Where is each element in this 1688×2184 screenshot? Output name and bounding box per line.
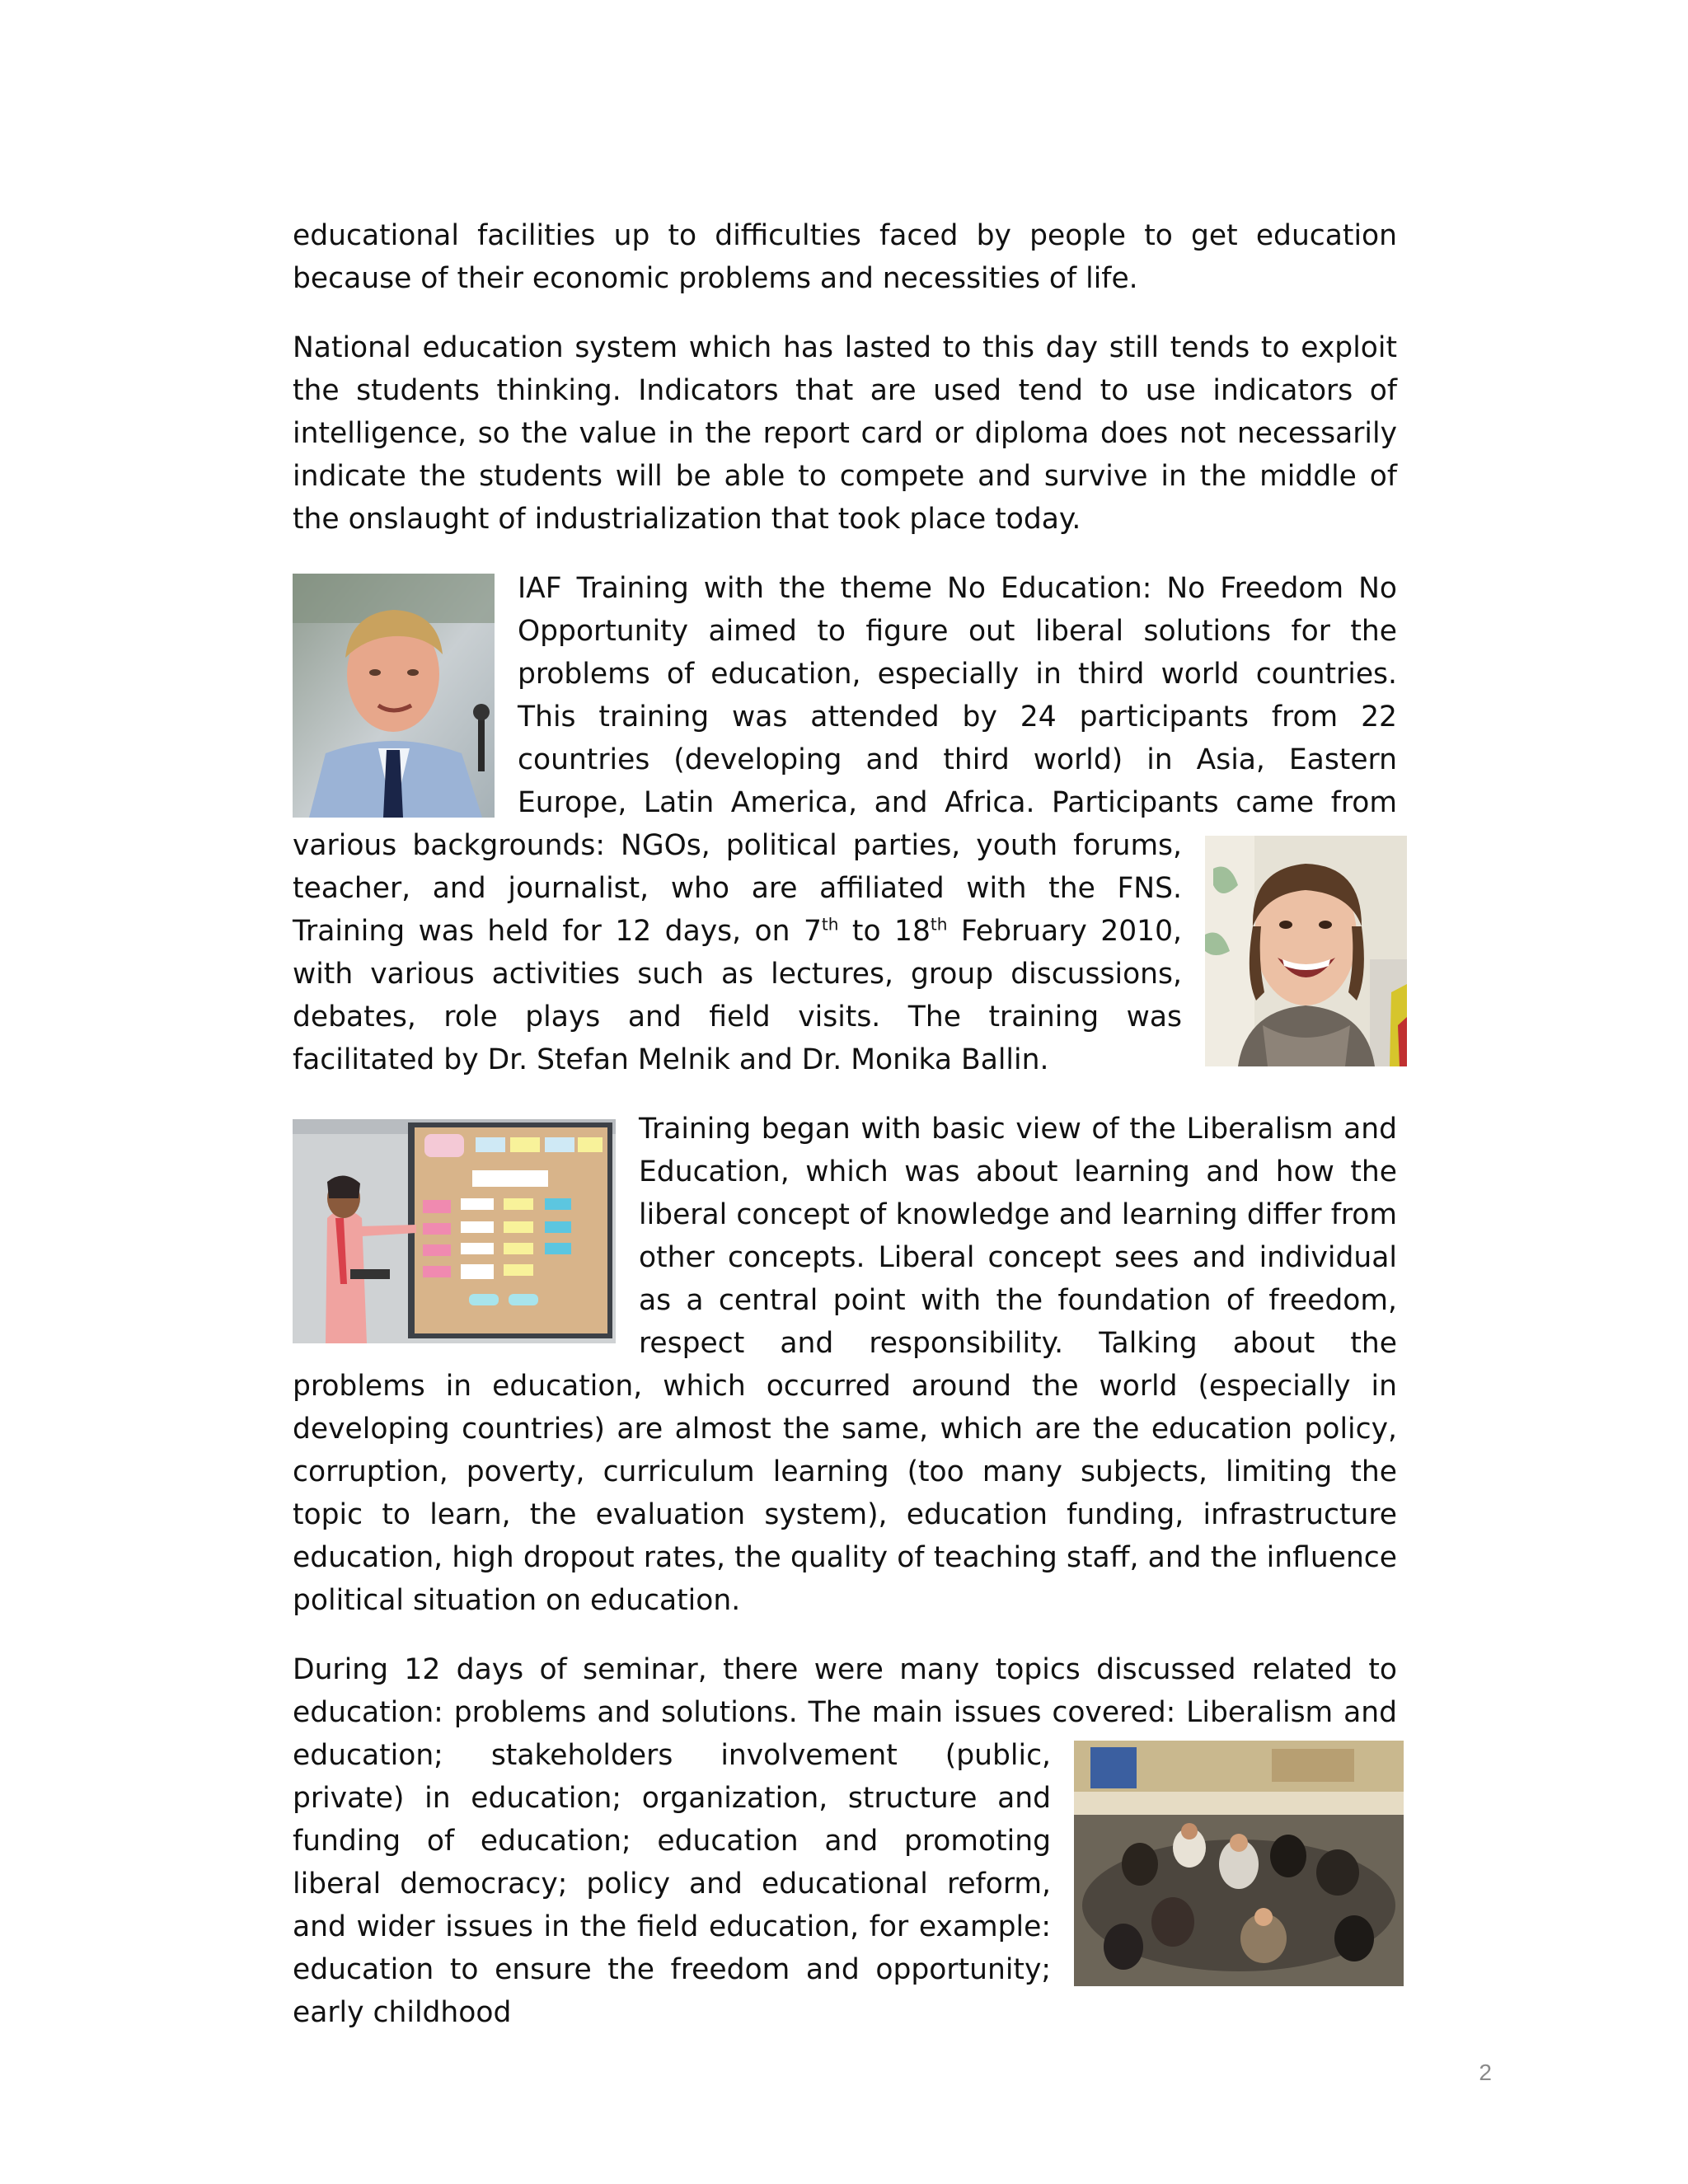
paragraph-3 [293,567,1397,1081]
smiling-woman-image [1205,836,1407,1066]
page-number: 2 [1479,2060,1492,2085]
paragraph-5-text-2: education; stakeholders involvement (public, private) in education; organization, structure and funding of education; education and promoting liberal democracy; policy and educational reform, and wider issues in the field education, for example: education to ensure the freedom and opportunity; early childhood [293,1739,1051,2029]
group-discussion-photo [1074,1741,1404,1986]
paragraph-3-text-2: to 18 [838,915,931,948]
paragraph-3-text-3: February 2010, with various activities such as lectures, group discussions, debates, role plays and field visits. The training was facilitated by Dr. Stefan Melnik and Dr. Monika Ballin. [293,915,1183,1076]
paragraph-4 [293,1108,1397,1622]
speaker-man-photo [293,574,495,818]
date-superscript-2: th [930,914,948,935]
paragraph-2: National education system which has lasted to this day still tends to exploit the students thinking. Indicators that are used tend to use indicators of intelligence, so the value in the report card or diploma does not necessarily indicate the students will be able to compete and survive in the middle of the onslaught of industrialization that took place today. [293,331,1397,536]
paragraph-3-text-a: IAF Training with the theme No Education: No Freedom No Opportunity aimed to figure out liberal solutions for the problems of education, especially in third world countries. This training was attended by 24 participants from 22 countries (developing and third world) in Asia, Eastern Europe, Latin America, and Africa. Participants came from various [293,572,1397,862]
paragraph-5-text: During 12 days of seminar, there were many topics discussed related to education: problems and solutions. The main issues covered: Liberalism and [293,1653,1397,1729]
presenter-board-photo [293,1119,616,1343]
document-body [293,214,1397,2060]
paragraph-4-text: Training began with basic view of the Liberalism and Education, which was about learning and how the liberal concept of knowledge and learning differ from other concepts. Liberal concept sees and individual as a central point with the foundation of freedom, respect and responsibility. Talking about the problems in education, which occurred around the world (especially in developing countries) are almost the same, which are the education policy, corruption, poverty, curriculum learning (too many subjects, limiting the topic to learn, the evaluation system), education funding, infrastructure education, high dropout rates, the quality of teaching staff, and the influence political situation on education. [293,1113,1397,1617]
paragraph-1: educational facilities up to difficulties faced by people to get education because of their economic problems and necessities of life. [293,219,1397,295]
smiling-woman-photo [1205,836,1407,1066]
date-superscript-1: th [821,914,839,935]
paragraph-5 [293,1648,1397,2034]
speaker-man-image [293,574,495,818]
presenter-board-image [293,1119,616,1343]
group-discussion-image [1074,1741,1404,1986]
paragraph-3-text-b: backgrounds: NGOs, political parties, youth forums, teacher, and journalist, who are affiliated with the FNS. Training was held for 12 days, on 7 [293,829,1182,948]
